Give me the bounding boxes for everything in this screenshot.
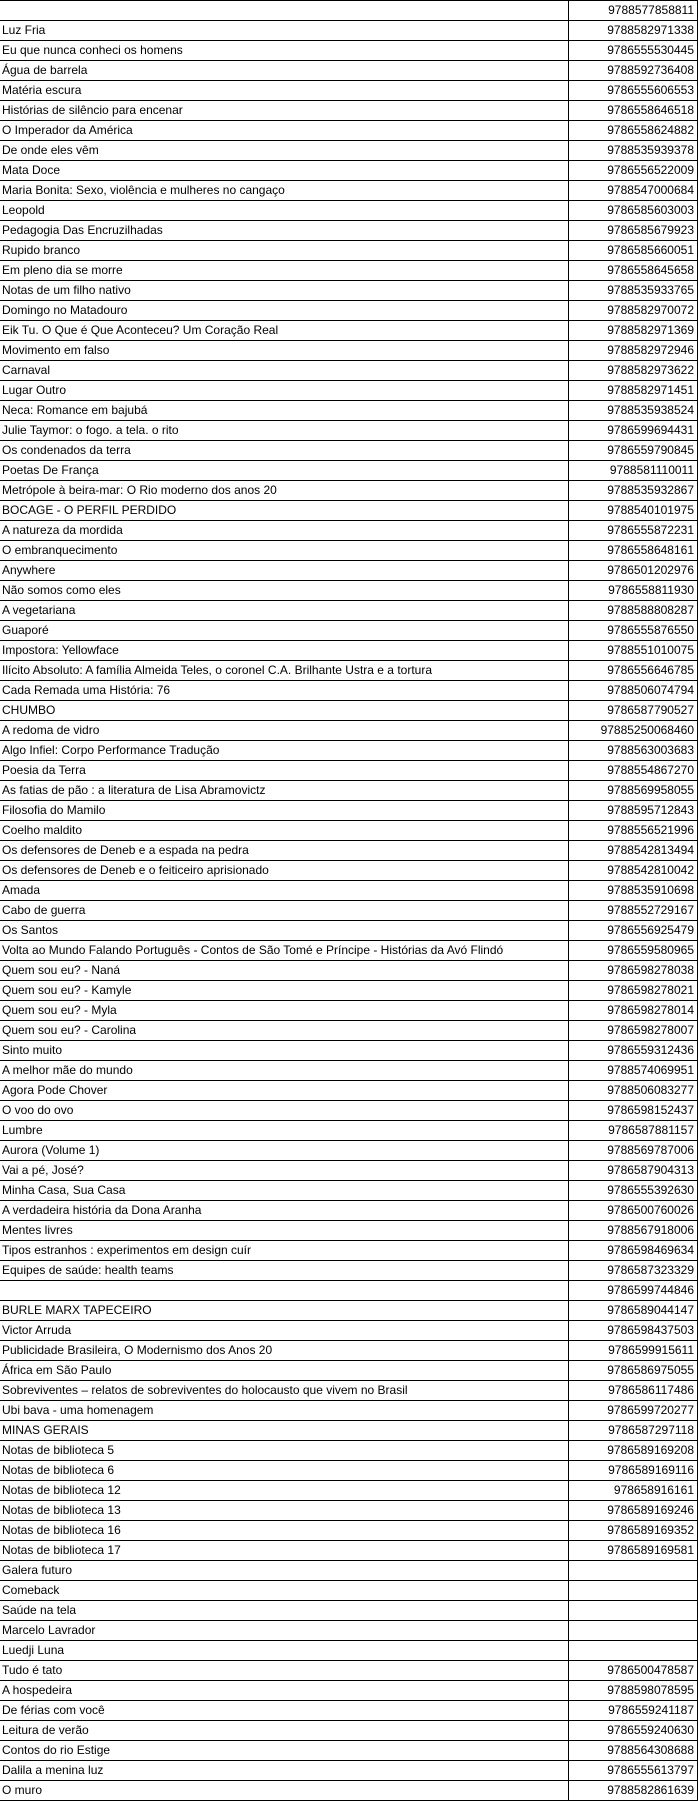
title-cell[interactable]: Movimento em falso xyxy=(0,341,569,361)
title-cell[interactable]: A vegetariana xyxy=(0,601,569,621)
table-row[interactable] xyxy=(0,1401,698,1421)
table-row[interactable] xyxy=(0,1581,698,1601)
table-row[interactable] xyxy=(0,1361,698,1381)
table-row[interactable] xyxy=(0,1501,698,1521)
table-row[interactable] xyxy=(0,1241,698,1261)
table-row[interactable] xyxy=(0,21,698,41)
title-cell[interactable]: Saúde na tela xyxy=(0,1601,569,1621)
isbn-cell[interactable]: 9786598278007 xyxy=(569,1021,698,1041)
title-cell[interactable]: Luz Fria xyxy=(0,21,569,41)
title-cell[interactable]: Cabo de guerra xyxy=(0,901,569,921)
title-cell[interactable]: África em São Paulo xyxy=(0,1361,569,1381)
isbn-cell[interactable]: 9786599744846 xyxy=(569,1281,698,1301)
title-cell[interactable]: Leitura de verão xyxy=(0,1721,569,1741)
table-row[interactable] xyxy=(0,1721,698,1741)
table-row[interactable] xyxy=(0,381,698,401)
isbn-cell[interactable]: 9786585603003 xyxy=(569,201,698,221)
isbn-cell[interactable]: 9786586975055 xyxy=(569,1361,698,1381)
title-cell[interactable]: Quem sou eu? - Carolina xyxy=(0,1021,569,1041)
isbn-cell[interactable]: 9786589169116 xyxy=(569,1461,698,1481)
table-row[interactable] xyxy=(0,1281,698,1301)
table-row[interactable] xyxy=(0,761,698,781)
title-cell[interactable]: Histórias de silêncio para encenar xyxy=(0,101,569,121)
table-row[interactable] xyxy=(0,521,698,541)
title-cell[interactable]: Tipos estranhos : experimentos em design cuír xyxy=(0,1241,569,1261)
isbn-cell[interactable]: 9786599694431 xyxy=(569,421,698,441)
isbn-cell[interactable]: 9788535910698 xyxy=(569,881,698,901)
table-row[interactable] xyxy=(0,1781,698,1801)
title-cell[interactable]: Dalila a menina luz xyxy=(0,1761,569,1781)
table-row[interactable] xyxy=(0,1621,698,1641)
title-cell[interactable]: Minha Casa, Sua Casa xyxy=(0,1181,569,1201)
table-row[interactable] xyxy=(0,661,698,681)
table-row[interactable] xyxy=(0,541,698,561)
isbn-cell[interactable]: 9786589044147 xyxy=(569,1301,698,1321)
table-row[interactable] xyxy=(0,321,698,341)
isbn-cell[interactable]: 9788582971451 xyxy=(569,381,698,401)
isbn-cell[interactable]: 9786589169352 xyxy=(569,1521,698,1541)
isbn-cell[interactable]: 9786589169246 xyxy=(569,1501,698,1521)
table-row[interactable] xyxy=(0,1461,698,1481)
isbn-cell[interactable]: 9788598078595 xyxy=(569,1681,698,1701)
table-row[interactable] xyxy=(0,1421,698,1441)
title-cell[interactable]: Em pleno dia se morre xyxy=(0,261,569,281)
isbn-cell[interactable]: 9788574069951 xyxy=(569,1061,698,1081)
isbn-cell[interactable]: 9786559790845 xyxy=(569,441,698,461)
title-cell[interactable]: Mata Doce xyxy=(0,161,569,181)
title-cell[interactable]: Julie Taymor: o fogo. a tela. o rito xyxy=(0,421,569,441)
isbn-cell[interactable]: 9788535939378 xyxy=(569,141,698,161)
isbn-cell[interactable]: 9786556522009 xyxy=(569,161,698,181)
table-row[interactable] xyxy=(0,1521,698,1541)
table-row[interactable] xyxy=(0,241,698,261)
table-row[interactable] xyxy=(0,1601,698,1621)
table-row[interactable] xyxy=(0,1321,698,1341)
title-cell[interactable]: Os defensores de Deneb e o feiticeiro aprisionado xyxy=(0,861,569,881)
title-cell[interactable]: Quem sou eu? - Myla xyxy=(0,1001,569,1021)
title-cell[interactable]: Publicidade Brasileira, O Modernismo dos Anos 20 xyxy=(0,1341,569,1361)
isbn-cell[interactable]: 9788592736408 xyxy=(569,61,698,81)
title-cell[interactable]: Mentes livres xyxy=(0,1221,569,1241)
table-row[interactable] xyxy=(0,801,698,821)
title-cell[interactable]: Lumbre xyxy=(0,1121,569,1141)
table-row[interactable] xyxy=(0,1081,698,1101)
table-row[interactable] xyxy=(0,181,698,201)
isbn-cell[interactable]: 9788582973622 xyxy=(569,361,698,381)
title-cell[interactable]: Eu que nunca conheci os homens xyxy=(0,41,569,61)
table-row[interactable] xyxy=(0,201,698,221)
title-cell[interactable]: Os condenados da terra xyxy=(0,441,569,461)
table-row[interactable] xyxy=(0,1061,698,1081)
table-row[interactable] xyxy=(0,1041,698,1061)
isbn-cell[interactable] xyxy=(569,1601,698,1621)
isbn-cell[interactable] xyxy=(569,1621,698,1641)
title-cell[interactable]: Impostora: Yellowface xyxy=(0,641,569,661)
isbn-cell[interactable]: 9786598152437 xyxy=(569,1101,698,1121)
isbn-cell[interactable]: 9786559312436 xyxy=(569,1041,698,1061)
isbn-cell[interactable]: 9786585660051 xyxy=(569,241,698,261)
isbn-cell[interactable]: 9786598469634 xyxy=(569,1241,698,1261)
title-cell[interactable]: Coelho maldito xyxy=(0,821,569,841)
title-cell[interactable]: Notas de biblioteca 12 xyxy=(0,1481,569,1501)
table-row[interactable] xyxy=(0,281,698,301)
table-row[interactable] xyxy=(0,1101,698,1121)
isbn-cell[interactable]: 9788595712843 xyxy=(569,801,698,821)
isbn-cell[interactable]: 9786558646518 xyxy=(569,101,698,121)
title-cell[interactable]: Leopold xyxy=(0,201,569,221)
isbn-cell[interactable]: 9788542813494 xyxy=(569,841,698,861)
table-row[interactable] xyxy=(0,1381,698,1401)
table-row[interactable] xyxy=(0,421,698,441)
table-row[interactable] xyxy=(0,621,698,641)
isbn-cell[interactable]: 9788582971338 xyxy=(569,21,698,41)
title-cell[interactable] xyxy=(0,1,569,21)
title-cell[interactable]: Poesia da Terra xyxy=(0,761,569,781)
isbn-cell[interactable]: 9788582972946 xyxy=(569,341,698,361)
isbn-cell[interactable]: 9788582970072 xyxy=(569,301,698,321)
table-row[interactable] xyxy=(0,361,698,381)
isbn-cell[interactable]: 9786599915611 xyxy=(569,1341,698,1361)
table-row[interactable] xyxy=(0,1701,698,1721)
isbn-cell[interactable] xyxy=(569,1581,698,1601)
table-row[interactable] xyxy=(0,1201,698,1221)
title-cell[interactable]: MINAS GERAIS xyxy=(0,1421,569,1441)
table-row[interactable] xyxy=(0,1001,698,1021)
isbn-cell[interactable]: 9786555530445 xyxy=(569,41,698,61)
title-cell[interactable]: A verdadeira história da Dona Aranha xyxy=(0,1201,569,1221)
table-row[interactable] xyxy=(0,1761,698,1781)
table-row[interactable] xyxy=(0,781,698,801)
table-row[interactable] xyxy=(0,121,698,141)
isbn-cell[interactable]: 9786598278038 xyxy=(569,961,698,981)
isbn-cell[interactable]: 9786558624882 xyxy=(569,121,698,141)
table-row[interactable] xyxy=(0,141,698,161)
isbn-cell[interactable]: 9786558648161 xyxy=(569,541,698,561)
table-row[interactable] xyxy=(0,41,698,61)
title-cell[interactable]: Matéria escura xyxy=(0,81,569,101)
title-cell[interactable]: A hospedeira xyxy=(0,1681,569,1701)
table-row[interactable] xyxy=(0,1681,698,1701)
isbn-cell[interactable]: 9786587323329 xyxy=(569,1261,698,1281)
isbn-cell[interactable]: 9788551010075 xyxy=(569,641,698,661)
table-row[interactable] xyxy=(0,601,698,621)
isbn-cell[interactable]: 9788535938524 xyxy=(569,401,698,421)
isbn-cell[interactable]: 9786598278021 xyxy=(569,981,698,1001)
title-cell[interactable]: Comeback xyxy=(0,1581,569,1601)
isbn-cell[interactable]: 9786586117486 xyxy=(569,1381,698,1401)
title-cell[interactable]: Anywhere xyxy=(0,561,569,581)
title-cell[interactable]: O Imperador da América xyxy=(0,121,569,141)
isbn-cell[interactable]: 9786599720277 xyxy=(569,1401,698,1421)
title-cell[interactable]: Os Santos xyxy=(0,921,569,941)
isbn-cell[interactable]: 9786587297118 xyxy=(569,1421,698,1441)
isbn-cell[interactable]: 9786585679923 xyxy=(569,221,698,241)
isbn-cell[interactable]: 9788506083277 xyxy=(569,1081,698,1101)
title-cell[interactable]: A natureza da mordida xyxy=(0,521,569,541)
title-cell[interactable]: Poetas De França xyxy=(0,461,569,481)
title-cell[interactable]: Agora Pode Chover xyxy=(0,1081,569,1101)
table-row[interactable] xyxy=(0,1,698,21)
table-row[interactable] xyxy=(0,1341,698,1361)
isbn-cell[interactable]: 9786555876550 xyxy=(569,621,698,641)
title-cell[interactable]: De onde eles vêm xyxy=(0,141,569,161)
isbn-cell[interactable]: 9788582861639 xyxy=(569,1781,698,1801)
title-cell[interactable]: Cada Remada uma História: 76 xyxy=(0,681,569,701)
isbn-cell[interactable]: 9786556646785 xyxy=(569,661,698,681)
isbn-cell[interactable]: 9788588808287 xyxy=(569,601,698,621)
table-row[interactable] xyxy=(0,881,698,901)
table-row[interactable] xyxy=(0,941,698,961)
table-row[interactable] xyxy=(0,1221,698,1241)
table-row[interactable] xyxy=(0,1301,698,1321)
table-row[interactable] xyxy=(0,1261,698,1281)
title-cell[interactable]: Metrópole à beira-mar: O Rio moderno dos anos 20 xyxy=(0,481,569,501)
title-cell[interactable]: CHUMBO xyxy=(0,701,569,721)
title-cell[interactable]: Algo Infiel: Corpo Performance Tradução xyxy=(0,741,569,761)
table-row[interactable] xyxy=(0,61,698,81)
isbn-cell[interactable]: 9786500478587 xyxy=(569,1661,698,1681)
table-row[interactable] xyxy=(0,821,698,841)
title-cell[interactable]: Neca: Romance em bajubá xyxy=(0,401,569,421)
isbn-cell[interactable]: 9788547000684 xyxy=(569,181,698,201)
title-cell[interactable]: Água de barrela xyxy=(0,61,569,81)
isbn-cell[interactable]: 9786558645658 xyxy=(569,261,698,281)
title-cell[interactable]: Ilícito Absoluto: A família Almeida Teles, o coronel C.A. Brilhante Ustra e a tortura xyxy=(0,661,569,681)
title-cell[interactable]: Sobreviventes – relatos de sobreviventes do holocausto que vivem no Brasil xyxy=(0,1381,569,1401)
isbn-cell[interactable]: 9786501202976 xyxy=(569,561,698,581)
title-cell[interactable]: Victor Arruda xyxy=(0,1321,569,1341)
title-cell[interactable]: Notas de um filho nativo xyxy=(0,281,569,301)
title-cell[interactable]: Os defensores de Deneb e a espada na pedra xyxy=(0,841,569,861)
table-row[interactable] xyxy=(0,841,698,861)
title-cell[interactable]: Maria Bonita: Sexo, violência e mulheres no cangaço xyxy=(0,181,569,201)
table-row[interactable] xyxy=(0,1481,698,1501)
isbn-cell[interactable]: 9788577858811 xyxy=(569,1,698,21)
isbn-cell[interactable]: 9788567918006 xyxy=(569,1221,698,1241)
isbn-cell[interactable]: 9786500760026 xyxy=(569,1201,698,1221)
isbn-cell[interactable] xyxy=(569,1561,698,1581)
table-row[interactable] xyxy=(0,1021,698,1041)
isbn-cell[interactable]: 9788535933765 xyxy=(569,281,698,301)
title-cell[interactable]: Notas de biblioteca 16 xyxy=(0,1521,569,1541)
table-row[interactable] xyxy=(0,1141,698,1161)
title-cell[interactable]: A melhor mãe do mundo xyxy=(0,1061,569,1081)
isbn-cell[interactable]: 9786587790527 xyxy=(569,701,698,721)
title-cell[interactable]: Não somos como eles xyxy=(0,581,569,601)
title-cell[interactable]: Marcelo Lavrador xyxy=(0,1621,569,1641)
table-row[interactable] xyxy=(0,561,698,581)
title-cell[interactable] xyxy=(0,1281,569,1301)
title-cell[interactable]: De férias com você xyxy=(0,1701,569,1721)
title-cell[interactable]: Equipes de saúde: health teams xyxy=(0,1261,569,1281)
table-row[interactable] xyxy=(0,101,698,121)
title-cell[interactable]: Quem sou eu? - Naná xyxy=(0,961,569,981)
title-cell[interactable]: Notas de biblioteca 5 xyxy=(0,1441,569,1461)
title-cell[interactable]: Notas de biblioteca 17 xyxy=(0,1541,569,1561)
isbn-cell[interactable]: 9788564308688 xyxy=(569,1741,698,1761)
isbn-cell[interactable] xyxy=(569,1641,698,1661)
isbn-cell[interactable]: 9786587904313 xyxy=(569,1161,698,1181)
table-row[interactable] xyxy=(0,1441,698,1461)
isbn-cell[interactable]: 9788556521996 xyxy=(569,821,698,841)
title-cell[interactable]: O voo do ovo xyxy=(0,1101,569,1121)
title-cell[interactable]: Guaporé xyxy=(0,621,569,641)
table-row[interactable] xyxy=(0,401,698,421)
title-cell[interactable]: O embranquecimento xyxy=(0,541,569,561)
table-row[interactable] xyxy=(0,221,698,241)
isbn-cell[interactable]: 9788581110011 xyxy=(569,461,698,481)
table-row[interactable] xyxy=(0,741,698,761)
isbn-cell[interactable]: 9788582971369 xyxy=(569,321,698,341)
title-cell[interactable]: Sinto muito xyxy=(0,1041,569,1061)
title-cell[interactable]: Eik Tu. O Que é Que Aconteceu? Um Coração Real xyxy=(0,321,569,341)
isbn-cell[interactable]: 9786598278014 xyxy=(569,1001,698,1021)
table-row[interactable] xyxy=(0,461,698,481)
isbn-cell[interactable]: 9788563003683 xyxy=(569,741,698,761)
table-row[interactable] xyxy=(0,641,698,661)
table-row[interactable] xyxy=(0,581,698,601)
isbn-cell[interactable]: 9788542810042 xyxy=(569,861,698,881)
isbn-cell[interactable]: 9786555613797 xyxy=(569,1761,698,1781)
table-row[interactable] xyxy=(0,901,698,921)
table-row[interactable] xyxy=(0,981,698,1001)
title-cell[interactable]: Volta ao Mundo Falando Português - Contos de São Tomé e Príncipe - Histórias da Avó Flindó xyxy=(0,941,569,961)
title-cell[interactable]: BURLE MARX TAPECEIRO xyxy=(0,1301,569,1321)
isbn-cell[interactable]: 9786559580965 xyxy=(569,941,698,961)
isbn-cell[interactable]: 9786555872231 xyxy=(569,521,698,541)
table-row[interactable] xyxy=(0,1741,698,1761)
title-cell[interactable]: Rupido branco xyxy=(0,241,569,261)
isbn-cell[interactable]: 978658916161 xyxy=(569,1481,698,1501)
table-row[interactable] xyxy=(0,1641,698,1661)
table-row[interactable] xyxy=(0,1661,698,1681)
isbn-cell[interactable]: 9786559240630 xyxy=(569,1721,698,1741)
table-row[interactable] xyxy=(0,1161,698,1181)
isbn-cell[interactable]: 9788569958055 xyxy=(569,781,698,801)
title-cell[interactable]: Ubi bava - uma homenagem xyxy=(0,1401,569,1421)
table-row[interactable] xyxy=(0,501,698,521)
isbn-cell[interactable]: 9788569787006 xyxy=(569,1141,698,1161)
isbn-cell[interactable]: 9788540101975 xyxy=(569,501,698,521)
table-row[interactable] xyxy=(0,481,698,501)
isbn-cell[interactable]: 9788554867270 xyxy=(569,761,698,781)
table-row[interactable] xyxy=(0,721,698,741)
table-row[interactable] xyxy=(0,961,698,981)
title-cell[interactable]: Domingo no Matadouro xyxy=(0,301,569,321)
title-cell[interactable]: Pedagogia Das Encruzilhadas xyxy=(0,221,569,241)
table-row[interactable] xyxy=(0,1541,698,1561)
table-row[interactable] xyxy=(0,81,698,101)
isbn-cell[interactable]: 9788535932867 xyxy=(569,481,698,501)
table-row[interactable] xyxy=(0,1561,698,1581)
table-row[interactable] xyxy=(0,1121,698,1141)
title-cell[interactable]: Lugar Outro xyxy=(0,381,569,401)
title-cell[interactable]: Tudo é tato xyxy=(0,1661,569,1681)
title-cell[interactable]: Filosofia do Mamilo xyxy=(0,801,569,821)
title-cell[interactable]: A redoma de vidro xyxy=(0,721,569,741)
isbn-cell[interactable]: 9786558811930 xyxy=(569,581,698,601)
title-cell[interactable]: Luedji Luna xyxy=(0,1641,569,1661)
title-cell[interactable]: Carnaval xyxy=(0,361,569,381)
title-cell[interactable]: Amada xyxy=(0,881,569,901)
table-row[interactable] xyxy=(0,701,698,721)
table-row[interactable] xyxy=(0,921,698,941)
table-row[interactable] xyxy=(0,161,698,181)
isbn-cell[interactable]: 9788506074794 xyxy=(569,681,698,701)
isbn-cell[interactable]: 9786556925479 xyxy=(569,921,698,941)
table-row[interactable] xyxy=(0,681,698,701)
title-cell[interactable]: Contos do rio Estige xyxy=(0,1741,569,1761)
table-row[interactable] xyxy=(0,261,698,281)
title-cell[interactable]: As fatias de pão : a literatura de Lisa Abramovictz xyxy=(0,781,569,801)
title-cell[interactable]: Notas de biblioteca 6 xyxy=(0,1461,569,1481)
title-cell[interactable]: O muro xyxy=(0,1781,569,1801)
title-cell[interactable]: Aurora (Volume 1) xyxy=(0,1141,569,1161)
isbn-cell[interactable]: 9788552729167 xyxy=(569,901,698,921)
isbn-cell[interactable]: 9786598437503 xyxy=(569,1321,698,1341)
table-row[interactable] xyxy=(0,1181,698,1201)
table-row[interactable] xyxy=(0,861,698,881)
isbn-cell[interactable]: 9786587881157 xyxy=(569,1121,698,1141)
isbn-cell[interactable]: 9786555392630 xyxy=(569,1181,698,1201)
title-cell[interactable]: Quem sou eu? - Kamyle xyxy=(0,981,569,1001)
table-row[interactable] xyxy=(0,441,698,461)
isbn-cell[interactable]: 97885250068460 xyxy=(569,721,698,741)
isbn-cell[interactable]: 9786559241187 xyxy=(569,1701,698,1721)
isbn-cell[interactable]: 9786589169581 xyxy=(569,1541,698,1561)
title-cell[interactable]: Notas de biblioteca 13 xyxy=(0,1501,569,1521)
isbn-cell[interactable]: 9786589169208 xyxy=(569,1441,698,1461)
table-body xyxy=(0,1,698,1801)
title-cell[interactable]: Galera futuro xyxy=(0,1561,569,1581)
title-cell[interactable]: BOCAGE - O PERFIL PERDIDO xyxy=(0,501,569,521)
isbn-cell[interactable]: 9786555606553 xyxy=(569,81,698,101)
table-row[interactable] xyxy=(0,341,698,361)
title-cell[interactable]: Vai a pé, José? xyxy=(0,1161,569,1181)
table-row[interactable] xyxy=(0,301,698,321)
